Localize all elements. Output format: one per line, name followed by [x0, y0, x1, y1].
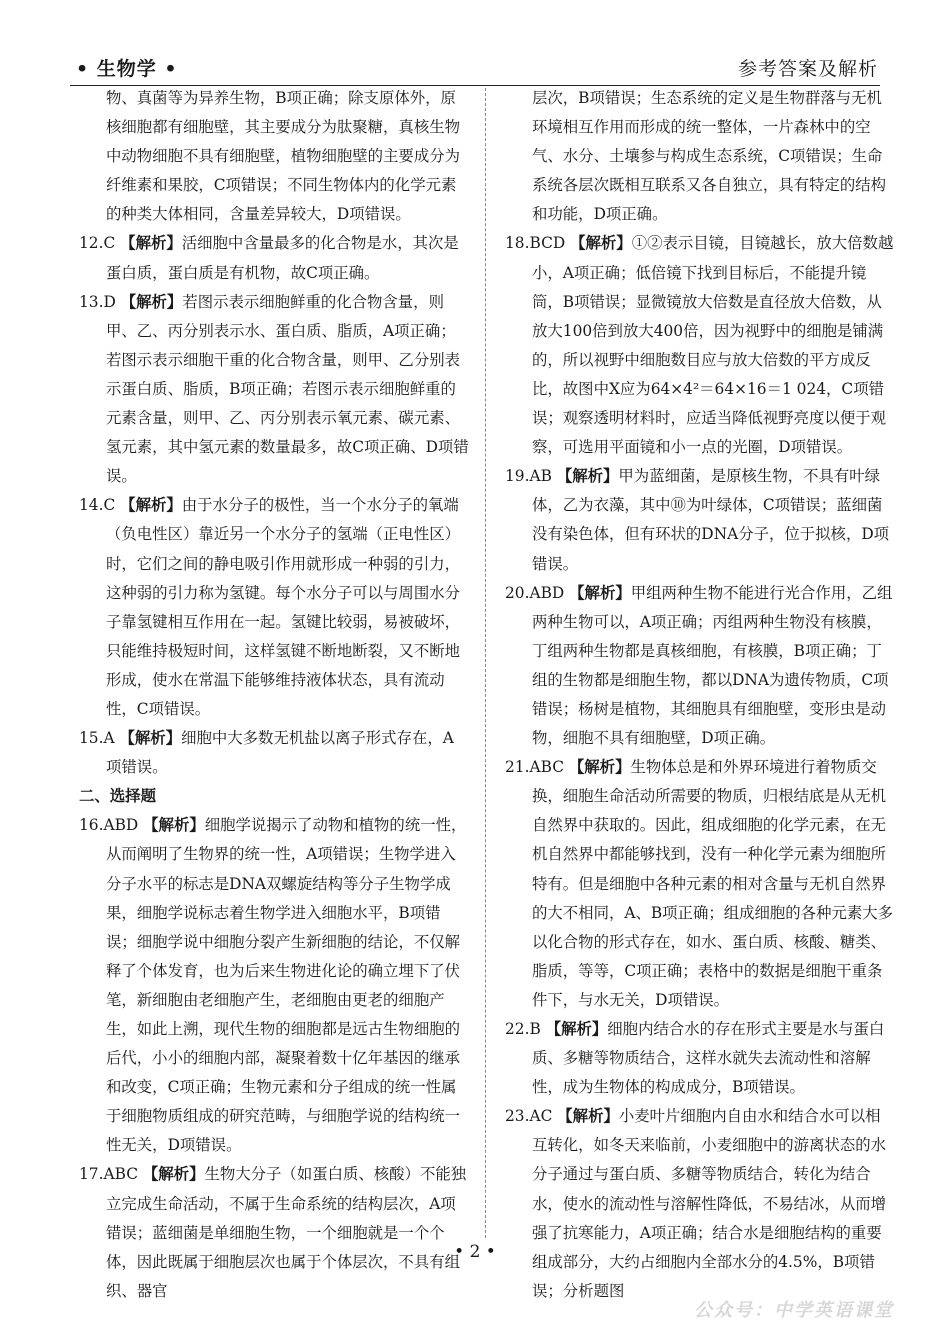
item-text: 若图示表示细胞鲜重的化合物含量，则甲、乙、丙分别表示水、蛋白质、脂质，A项正确；若图示表示细胞干重的化合物含量，则甲、乙分别表示蛋白质、脂质，B项正确；若图示表示细胞鲜重的元素含量，则甲、乙、丙分别表示氧元素、碳元素、氢元素，其中氢元素的数量最多，故C项正确、D项错误。: [106, 292, 469, 486]
item-answer: A: [103, 729, 115, 748]
answer-item-13: [79, 288, 469, 492]
item-answer: ABC: [103, 1165, 138, 1184]
item-answer: ABD: [529, 583, 565, 602]
item-answer: B: [529, 1020, 541, 1038]
analysis-tag: 【解析】: [570, 234, 632, 253]
item-answer: ABD: [103, 816, 139, 835]
header-title: 参考答案及解析: [737, 58, 878, 80]
answer-item-22: [505, 1015, 895, 1102]
continued-paragraph: 物、真菌等为异养生物，B项正确；除支原体外，原核细胞都有细胞壁，其主要成分为肽聚糖，真核生物中动物细胞不具有细胞壁，植物细胞壁的主要成分为纤维素和果胶，C项错误；不同生物体内的化学元素的种类大体相同，含量差异较大，D项错误。: [106, 89, 460, 224]
answer-item-17: [79, 1160, 469, 1305]
item-number: 21.: [505, 758, 530, 777]
item-answer: BCD: [529, 234, 566, 253]
answer-item-18: [505, 229, 895, 462]
subject-label: • 生物学 •: [76, 58, 178, 80]
analysis-tag: 【解析】: [557, 1107, 619, 1126]
section-title: 二、选择题: [79, 787, 156, 806]
answer-item-12: [79, 229, 469, 287]
item-text: 生物大分子（如蛋白质、核酸）不能独立完成生命活动，不属于生命系统的结构层次，A项错误；蓝细菌是单细胞生物，一个细胞就是一个个体，因此既属于细胞层次也属于个体层次，不具有组织、器官: [106, 1165, 467, 1300]
item-text: 细胞内结合水的存在形式主要是水与蛋白质、多糖等物质结合，这样水就失去流动性和溶解性，成为生物体的构成成分，B项错误。: [532, 1020, 885, 1097]
item-number: 14.: [79, 496, 104, 515]
item-answer: ABC: [529, 758, 564, 777]
item-number: 13.: [79, 292, 104, 311]
item-number: 15.: [79, 729, 104, 748]
left-column: [79, 84, 469, 1306]
analysis-tag: 【解析】: [142, 1165, 205, 1184]
item-number: 22.: [505, 1020, 530, 1038]
answer-item-14: [79, 491, 469, 724]
item-number: 23.: [505, 1107, 530, 1126]
item-number: 18.: [505, 234, 530, 253]
item-number: 17.: [79, 1165, 104, 1184]
answer-item-20: [505, 579, 895, 754]
answer-item-19: [505, 462, 895, 578]
item-answer: AC: [529, 1107, 553, 1126]
analysis-tag: 【解析】: [120, 292, 183, 311]
item-text: 细胞中大多数无机盐以离子形式存在，A项错误。: [106, 729, 454, 777]
analysis-tag: 【解析】: [120, 234, 182, 253]
analysis-tag: 【解析】: [568, 758, 631, 777]
analysis-tag: 【解析】: [556, 467, 619, 486]
item-text: ①②表示目镜，目镜越长，放大倍数越小，A项正确；低倍镜下找到目标后，不能提升镜筒，B项错误；显微镜放大倍数是直径放大倍数，从放大100倍到放大400倍，因为视野中的细胞是铺满的，所以视野中细胞数目应与放大倍数的平方成反比，故图中X应为64×4²＝64×16＝1 024，C项错误；观察透明材料时，应适当降低视野亮度以便于观察，可选用平面镜和小一点的光圈，D项错误。: [532, 234, 894, 457]
page-number: • 2 •: [454, 1242, 496, 1262]
item-answer: AB: [529, 467, 552, 486]
item-text: 甲为蓝细菌，是原核生物，不具有叶绿体，乙为衣藻，其中⑩为叶绿体，C项错误；蓝细菌没有染色体，但有环状的DNA分子，位于拟核，D项错误。: [532, 467, 890, 573]
analysis-tag: 【解析】: [119, 729, 182, 748]
item-number: 19.: [505, 467, 530, 486]
column-divider: [485, 88, 486, 1238]
continued-paragraph: 层次，B项错误；生态系统的定义是生物群落与无机环境相互作用而形成的统一整体，一片森林中的空气、水分、土壤参与构成生态系统，C项错误；生命系统各层次既相互联系又各自独立，具有特定的结构和功能，D项正确。: [532, 89, 886, 224]
answer-item-23: [505, 1102, 895, 1306]
item-answer: C: [103, 234, 116, 253]
answer-item-21: [505, 753, 895, 1015]
item-text: 小麦叶片细胞内自由水和结合水可以相互转化，如冬天来临前，小麦细胞中的游离状态的水分子通过与蛋白质、多糖等物质结合，转化为结合水，使水的流动性与溶解性降低，不易结冰，从而增强了抗寒能力，A项正确；结合水是细胞结构的重要组成部分，大约占细胞内全部水分的4.5%，B项错误；分析题图: [532, 1107, 886, 1300]
analysis-tag: 【解析】: [120, 496, 182, 515]
item-number: 12.: [79, 234, 104, 253]
item-number: 20.: [505, 583, 530, 602]
item-answer: C: [103, 496, 116, 515]
item-text: 细胞学说揭示了动物和植物的统一性，从而阐明了生物界的统一性，A项错误；生物学进入分子水平的标志是DNA双螺旋结构等分子生物学成果，细胞学说标志着生物学进入细胞水平，B项错误；细胞学说中细胞分裂产生新细胞的结论，不仅解释了个体发育，也为后来生物进化论的确立埋下了伏笔，新细胞由老细胞产生，老细胞由更老的细胞产生，如此上溯，现代生物的细胞都是远古生物细胞的后代，小小的细胞内部，凝聚着数十亿年基因的继承和改变，C项正确；生物元素和分子组成的统一性属于细胞物质组成的研究范畴，与细胞学说的结构统一性无关，D项错误。: [106, 816, 467, 1155]
analysis-tag: 【解析】: [569, 583, 631, 602]
answer-item-15: [79, 724, 469, 782]
item-text: 由于水分子的极性，当一个水分子的氧端（负电性区）靠近另一个水分子的氢端（正电性区）时，它们之间的静电吸引作用就形成一种弱的引力，这种弱的引力称为氢键。每个水分子可以与周围水分子靠氢键相互作用在一起。氢键比较弱，易被破坏，只能维持极短时间，这样氢键不断地断裂，又不断地形成，使水在常温下能够维持液体状态，具有流动性，C项错误。: [106, 496, 460, 718]
item-text: 活细胞中含量最多的化合物是水，其次是蛋白质，蛋白质是有机物，故C项正确。: [106, 234, 459, 282]
item-answer: D: [103, 292, 116, 311]
right-column: [505, 84, 895, 1306]
watermark-logo: 公众号：中学英语课堂: [694, 1300, 894, 1321]
item-text: 甲组两种生物不能进行光合作用，乙组两种生物可以，A项正确；丙组两种生物没有核膜，丁组两种生物都是真核细胞，有核膜，B项正确；丁组的生物都是细胞生物，都以DNA为遗传物质，C项错误；杨树是植物，其细胞具有细胞壁，变形虫是动物，细胞不具有细胞壁，D项正确。: [532, 583, 893, 748]
answer-item-16: [79, 811, 469, 1160]
analysis-tag: 【解析】: [545, 1020, 608, 1038]
analysis-tag: 【解析】: [143, 816, 205, 835]
item-number: 16.: [79, 816, 104, 835]
page-header: [70, 52, 880, 82]
item-text: 生物体总是和外界环境进行着物质交换，细胞生命活动所需要的物质，归根结底是从无机自然界中获取的。因此，组成细胞的化学元素，在无机自然界中都能够找到，没有一种化学元素为细胞所特有。但是细胞中各种元素的相对含量与无机自然界的大不相同，A、B项正确；组成细胞的各种元素大多以化合物的形式存在，如水、蛋白质、核酸、糖类、脂质，等等，C项正确；表格中的数据是细胞干重条件下，与水无关，D项错误。: [532, 758, 894, 1009]
